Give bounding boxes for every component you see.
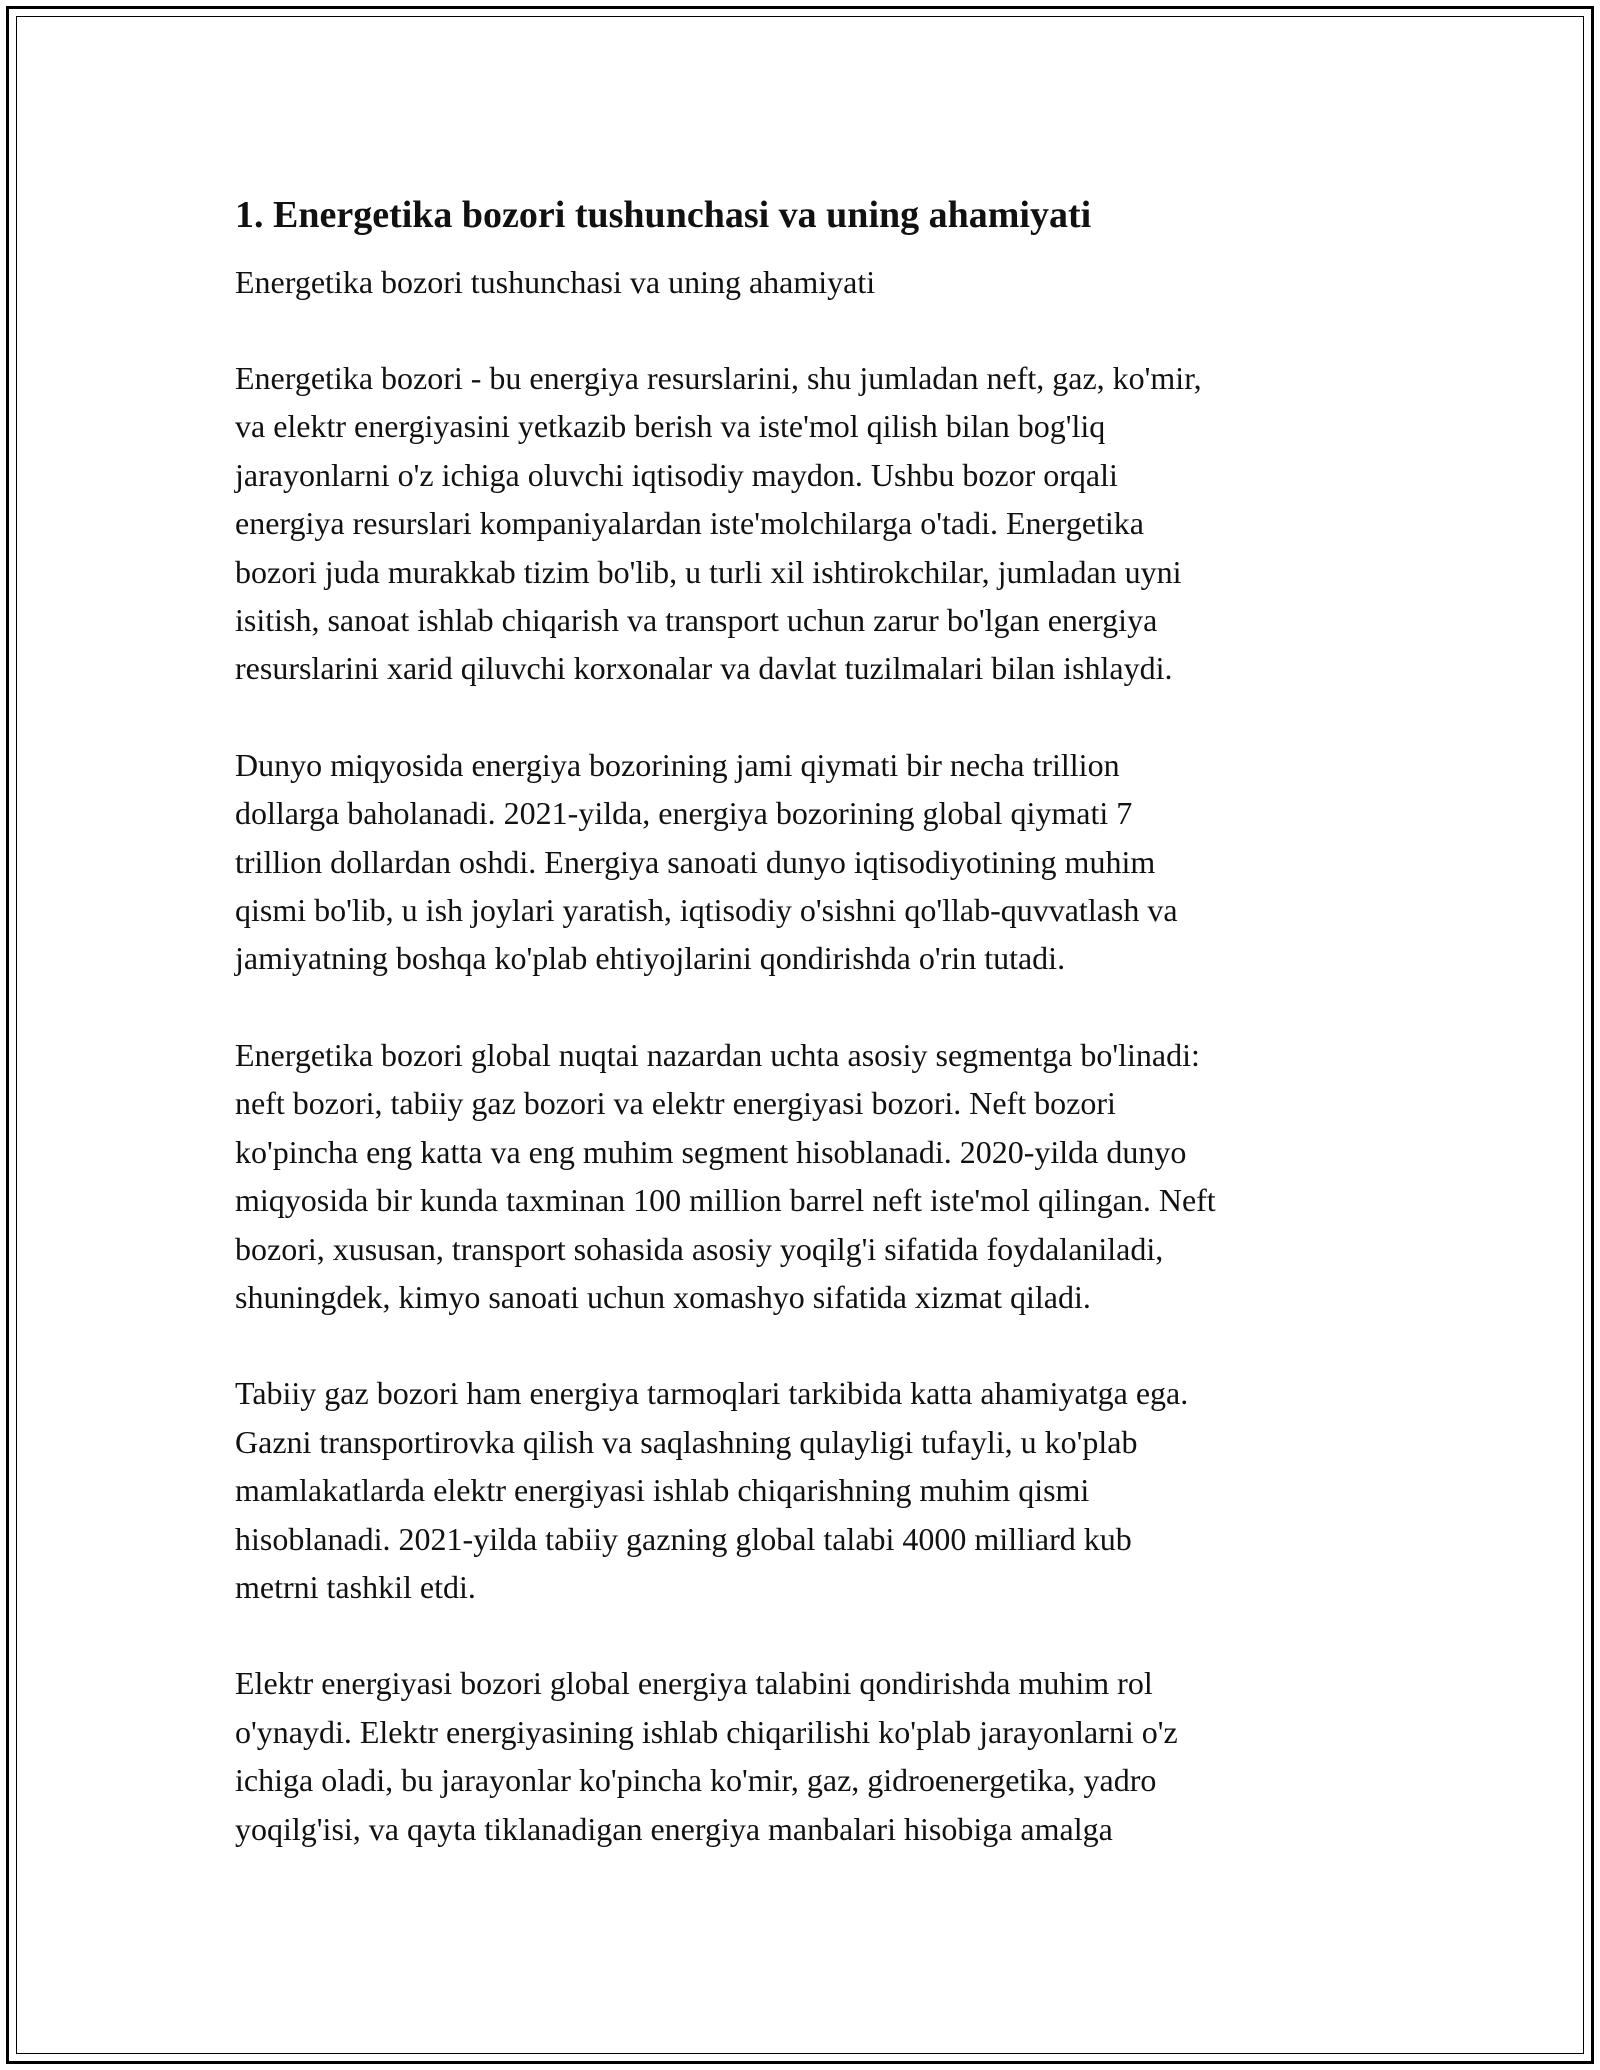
paragraph-line: trillion dollardan oshdi. Energiya sanoati dunyo iqtisodiyotining muhim — [235, 843, 1156, 880]
paragraph-line: Dunyo miqyosida energiya bozorining jami qiymati bir necha trillion — [235, 746, 1120, 783]
paragraph-line: neft bozori, tabiiy gaz bozori va elektr energiyasi bozori. Neft bozori — [235, 1085, 1116, 1122]
section-subheading: Energetika bozori tushunchasi va uning ahamiyati — [235, 264, 876, 300]
paragraph-line: miqyosida bir kunda taxminan 100 million barrel neft iste'mol qilingan. Neft — [235, 1182, 1216, 1219]
paragraph-line: Gazni transportirovka qilish va saqlashning qulayligi tufayli, u ko'plab — [235, 1423, 1138, 1460]
paragraph-line: va elektr energiyasini yetkazib berish va iste'mol qilish bilan bog'liq — [235, 408, 1106, 445]
paragraph-line: qismi bo'lib, u ish joylari yaratish, iqtisodiy o'sishni qo'llab-quvvatlash va — [235, 892, 1178, 929]
paragraph-definition — [235, 354, 1375, 693]
paragraph-line: bozori juda murakkab tizim bo'lib, u turli xil ishtirokchilar, jumladan uyni — [235, 553, 1182, 590]
paragraph-line: dollarga baholanadi. 2021-yilda, energiya bozorining global qiymati 7 — [235, 795, 1133, 832]
paragraph-line: o'ynaydi. Elektr energiyasining ishlab chiqarilishi ko'plab jarayonlarni o'z — [235, 1713, 1178, 1750]
paragraph-line: Elektr energiyasi bozori global energiya talabini qondirishda muhim rol — [235, 1665, 1153, 1702]
paragraph-natural-gas — [235, 1369, 1375, 1611]
paragraph-line: isitish, sanoat ishlab chiqarish va transport uchun zarur bo'lgan energiya — [235, 602, 1158, 639]
paragraph-line: metrni tashkil etdi. — [235, 1568, 476, 1605]
paragraph-line: shuningdek, kimyo sanoati uchun xomashyo sifatida xizmat qiladi. — [235, 1278, 1091, 1315]
paragraph-line: Energetika bozori global nuqtai nazardan uchta asosiy segmentga bo'linadi: — [235, 1036, 1200, 1073]
paragraph-line: resurslarini xarid qiluvchi korxonalar va davlat tuzilmalari bilan ishlaydi. — [235, 650, 1173, 687]
paragraph-line: mamlakatlarda elektr energiyasi ishlab chiqarishning muhim qismi — [235, 1472, 1090, 1509]
paragraph-line: jarayonlarni o'z ichiga oluvchi iqtisodiy maydon. Ushbu bozor orqali — [235, 456, 1118, 493]
paragraph-line: energiya resurslari kompaniyalardan iste'molchilarga o'tadi. Energetika — [235, 505, 1144, 542]
paragraph-line: jamiyatning boshqa ko'plab ehtiyojlarini qondirishda o'rin tutadi. — [235, 940, 1066, 977]
section-heading: 1. Energetika bozori tushunchasi va uning ahamiyati — [235, 194, 1092, 236]
paragraph-electricity — [235, 1659, 1375, 1853]
paragraph-line: hisoblanadi. 2021-yilda tabiiy gazning global talabi 4000 milliard kub — [235, 1520, 1132, 1557]
paragraph-line: yoqilg'isi, va qayta tiklanadigan energiya manbalari hisobiga amalga — [235, 1810, 1113, 1847]
paragraph-line: Energetika bozori - bu energiya resurslarini, shu jumladan neft, gaz, ko'mir, — [235, 360, 1202, 396]
paragraph-line: ichiga oladi, bu jarayonlar ko'pincha ko'mir, gaz, gidroenergetika, yadro — [235, 1762, 1157, 1799]
paragraph-line: Tabiiy gaz bozori ham energiya tarmoqlari tarkibida katta ahamiyatga ega. — [235, 1375, 1189, 1412]
paragraph-global-value — [235, 741, 1375, 983]
document-body — [235, 186, 1375, 1853]
paragraph-segments-oil — [235, 1031, 1375, 1321]
paragraph-line: bozori, xususan, transport sohasida asosiy yoqilg'i sifatida foydalaniladi, — [235, 1230, 1164, 1267]
paragraph-line: ko'pincha eng katta va eng muhim segment hisoblanadi. 2020-yilda dunyo — [235, 1133, 1187, 1170]
